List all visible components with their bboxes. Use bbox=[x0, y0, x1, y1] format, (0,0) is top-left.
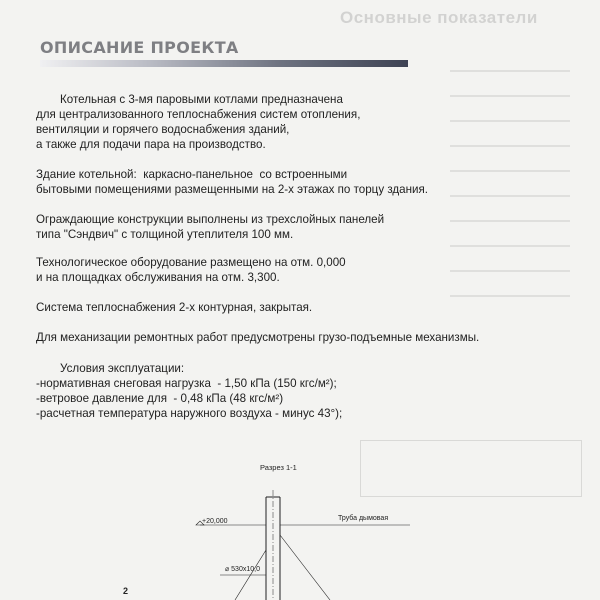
bleed-line bbox=[450, 245, 570, 247]
text-line: Здание котельной: каркасно-панельное со встроенными bbox=[36, 168, 348, 181]
text-line: типа "Сэндвич" с толщиной утеплителя 100 мм. bbox=[36, 228, 294, 241]
paragraph-building bbox=[36, 167, 536, 197]
drawing-title: Разрез 1-1 bbox=[260, 463, 297, 472]
bleed-line bbox=[450, 70, 570, 72]
text-line: а также для подачи пара на производство. bbox=[36, 138, 266, 151]
text-line: -расчетная температура наружного воздуха - минус 43°); bbox=[36, 407, 343, 420]
paragraph-enclosures bbox=[36, 212, 536, 242]
diameter-label: ⌀ 530x10,0 bbox=[225, 566, 260, 573]
paragraph-equipment bbox=[36, 255, 536, 285]
elevation-label: +20,000 bbox=[202, 518, 228, 525]
section-drawing-svg bbox=[180, 455, 440, 600]
text-line: Условия эксплуатации: bbox=[60, 362, 185, 375]
text-line: Для механизации ремонтных работ предусмотрены грузо-подъемные механизмы. bbox=[36, 331, 480, 344]
page-title: ОПИСАНИЕ ПРОЕКТА bbox=[40, 38, 239, 57]
paragraph-mechanisms bbox=[36, 330, 536, 345]
text-line: -нормативная снеговая нагрузка - 1,50 кПа (150 кгс/м²); bbox=[36, 377, 337, 390]
page-number: 2 bbox=[123, 586, 129, 596]
section-drawing bbox=[180, 455, 440, 600]
paragraph-purpose bbox=[36, 92, 536, 152]
text-line: и на площадках обслуживания на отм. 3,300. bbox=[36, 271, 280, 284]
text-line: Ограждающие конструкции выполнены из трехслойных панелей bbox=[36, 213, 385, 226]
text-line: для централизованного теплоснабжения систем отопления, bbox=[36, 108, 361, 121]
bleed-line bbox=[450, 295, 570, 297]
guy-wire-right bbox=[280, 535, 330, 600]
text-line: Технологическое оборудование размещено на отм. 0,000 bbox=[36, 256, 346, 269]
text-line: Система теплоснабжения 2-х контурная, закрытая. bbox=[36, 301, 313, 314]
text-line: -ветровое давление для - 0,48 кПа (48 кгс/м²) bbox=[36, 392, 284, 405]
bleed-through-title: Основные показатели bbox=[340, 8, 538, 27]
text-line: вентиляции и горячего водоснабжения зданий, bbox=[36, 123, 290, 136]
text-line: Котельная с 3-мя паровыми котлами предназначена bbox=[60, 93, 343, 106]
text-line: бытовыми помещениями размещенными на 2-х этажах по торцу здания. bbox=[36, 183, 428, 196]
paragraph-operating-conditions bbox=[36, 361, 536, 421]
paragraph-heat-supply bbox=[36, 300, 536, 315]
title-underline-bar bbox=[40, 60, 408, 67]
pipe-label: Труба дымовая bbox=[338, 515, 389, 522]
